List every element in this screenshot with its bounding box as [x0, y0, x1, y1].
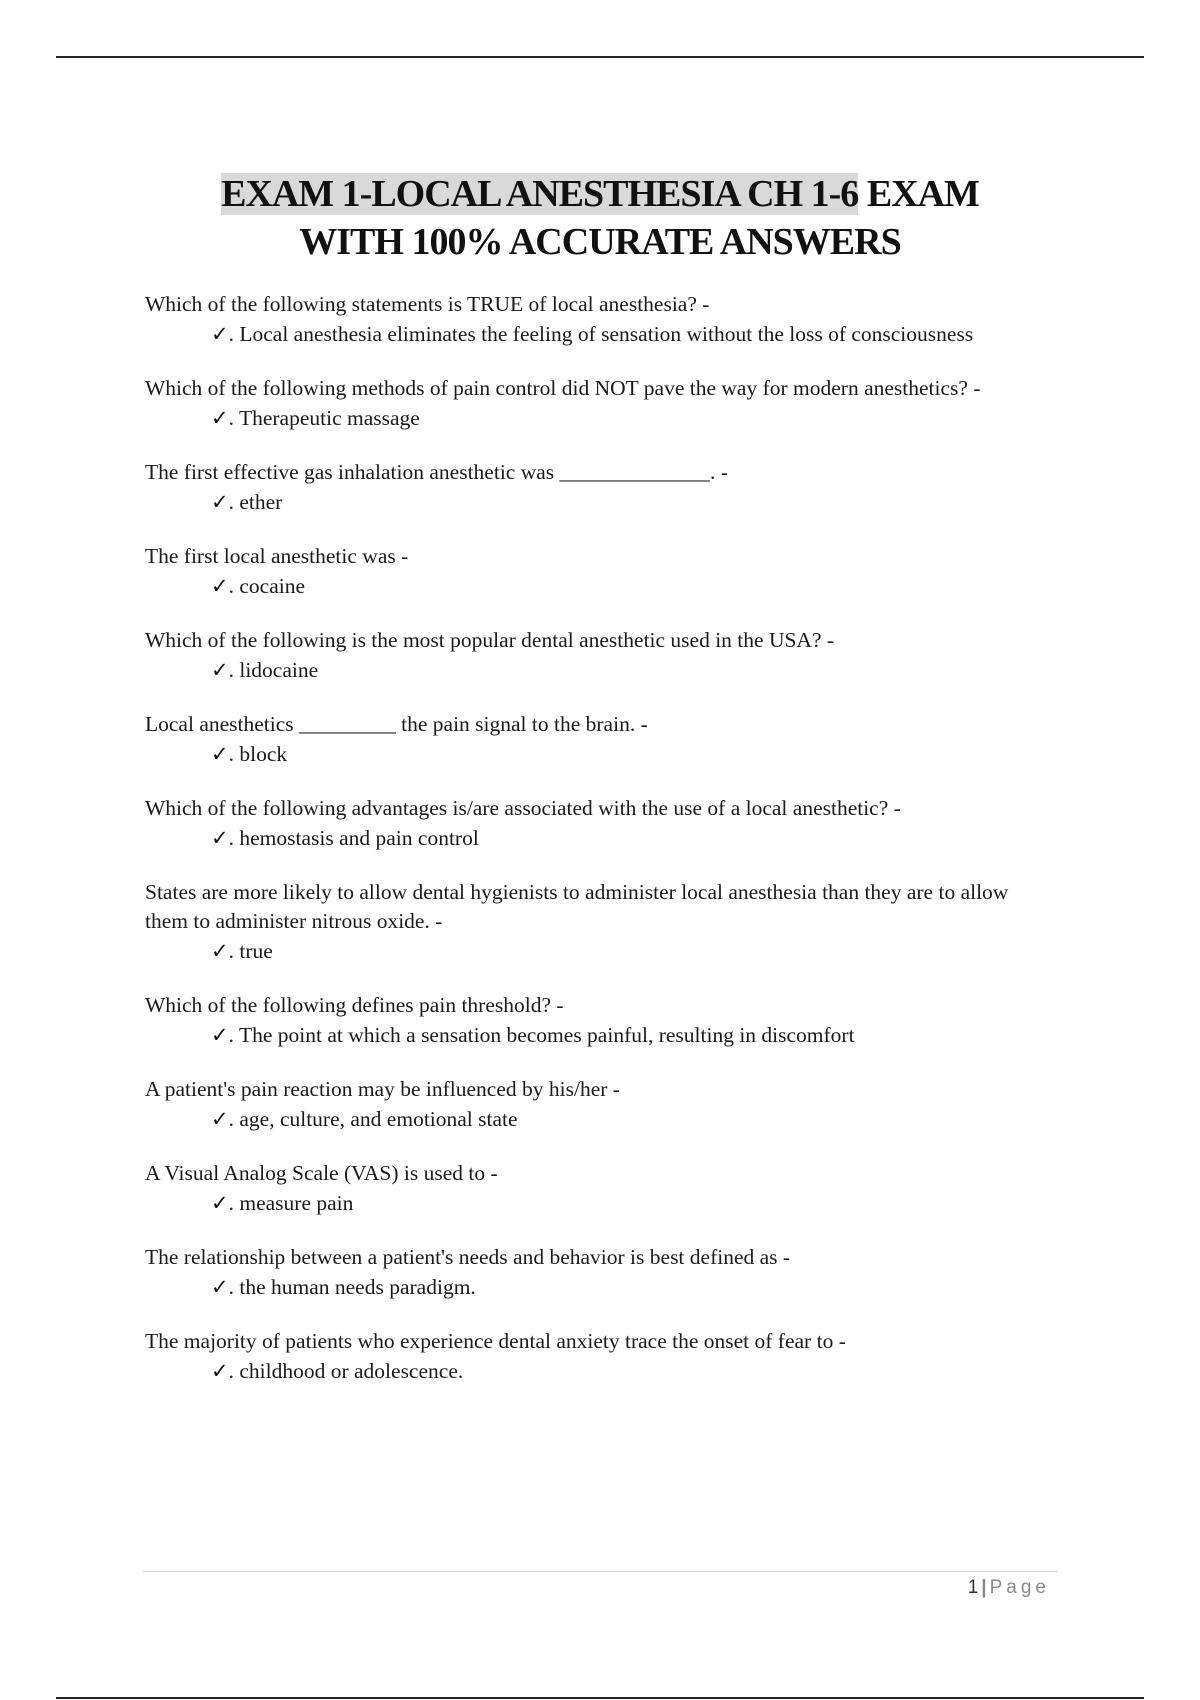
title-line1-rest: EXAM [858, 173, 979, 216]
bottom-rule [56, 1697, 1144, 1699]
title-line2: WITH 100% ACCURATE ANSWERS [299, 221, 901, 264]
answer-text: . cocaine [228, 574, 306, 598]
answer-line [145, 572, 1045, 601]
question-text: A patient's pain reaction may be influenced by his/her - [145, 1077, 620, 1101]
qa-item [145, 1075, 1045, 1134]
question-text: The relationship between a patient's needs and behavior is best defined as - [145, 1245, 791, 1269]
question-text: The majority of patients who experience dental anxiety trace the onset of fear to - [145, 1329, 846, 1353]
answer-text: . childhood or adolescence. [228, 1359, 464, 1383]
page-footer [968, 1577, 1050, 1599]
qa-item [145, 710, 1045, 769]
answer-line [145, 1105, 1045, 1134]
qa-item [145, 290, 1045, 349]
top-rule [56, 56, 1144, 58]
question-text: Which of the following statements is TRUE of local anesthesia? - [145, 292, 710, 316]
qa-item [145, 458, 1045, 517]
answer-text: . block [228, 742, 288, 766]
answer-text: . Local anesthesia eliminates the feeling of sensation without the loss of consciousness [228, 322, 974, 346]
checkmark-icon: ✓ [211, 826, 229, 850]
question-text: Which of the following methods of pain control did NOT pave the way for modern anesthetics? - [145, 376, 981, 400]
qa-item [145, 991, 1045, 1050]
page-label: Page [989, 1577, 1050, 1598]
question-text: Local anesthetics _________ the pain signal to the brain. - [145, 712, 648, 736]
qa-item [145, 542, 1045, 601]
question-text: Which of the following is the most popular dental anesthetic used in the USA? - [145, 628, 835, 652]
answer-line [145, 740, 1045, 769]
answer-line [145, 488, 1045, 517]
title-highlighted-text: EXAM 1-LOCAL ANESTHESIA CH 1-6 [221, 173, 859, 216]
checkmark-icon: ✓ [211, 1023, 229, 1047]
question-text: The first effective gas inhalation anesthetic was ______________. - [145, 460, 728, 484]
page-number: 1 [967, 1577, 979, 1598]
answer-line [145, 1021, 1045, 1050]
answer-text: . age, culture, and emotional state [228, 1107, 518, 1131]
checkmark-icon: ✓ [211, 1107, 229, 1131]
checkmark-icon: ✓ [211, 1359, 229, 1383]
qa-item [145, 1159, 1045, 1218]
qa-item [145, 794, 1045, 853]
checkmark-icon: ✓ [211, 658, 229, 682]
answer-line [145, 824, 1045, 853]
answer-text: . true [228, 939, 273, 963]
answer-text: . The point at which a sensation becomes painful, resulting in discomfort [228, 1023, 855, 1047]
checkmark-icon: ✓ [211, 406, 229, 430]
qa-list [145, 290, 1045, 1411]
answer-line [145, 937, 1045, 966]
answer-line [145, 656, 1045, 685]
answer-text: . the human needs paradigm. [228, 1275, 476, 1299]
checkmark-icon: ✓ [211, 574, 229, 598]
checkmark-icon: ✓ [211, 490, 229, 514]
answer-text: . ether [228, 490, 283, 514]
checkmark-icon: ✓ [211, 1191, 229, 1215]
answer-text: . hemostasis and pain control [228, 826, 479, 850]
question-text: The first local anesthetic was - [145, 544, 409, 568]
answer-line [145, 404, 1045, 433]
qa-item [145, 878, 1045, 966]
question-text: States are more likely to allow dental hygienists to administer local anesthesia than they are to allow them to administer nitrous oxide. - [145, 880, 1009, 933]
answer-text: . lidocaine [228, 658, 319, 682]
checkmark-icon: ✓ [211, 939, 229, 963]
answer-line [145, 1189, 1045, 1218]
question-text: A Visual Analog Scale (VAS) is used to - [145, 1161, 498, 1185]
answer-line [145, 1273, 1045, 1302]
qa-item [145, 1243, 1045, 1302]
question-text: Which of the following defines pain threshold? - [145, 993, 564, 1017]
checkmark-icon: ✓ [211, 1275, 229, 1299]
checkmark-icon: ✓ [211, 322, 229, 346]
answer-text: . Therapeutic massage [228, 406, 420, 430]
qa-item [145, 1327, 1045, 1386]
answer-line [145, 320, 1045, 349]
footer-divider [143, 1571, 1058, 1572]
page-separator: | [981, 1577, 987, 1598]
qa-item [145, 626, 1045, 685]
checkmark-icon: ✓ [211, 742, 229, 766]
answer-text: . measure pain [228, 1191, 354, 1215]
question-text: Which of the following advantages is/are associated with the use of a local anesthetic? - [145, 796, 901, 820]
page-title [0, 170, 1200, 266]
qa-item [145, 374, 1045, 433]
answer-line [145, 1357, 1045, 1386]
